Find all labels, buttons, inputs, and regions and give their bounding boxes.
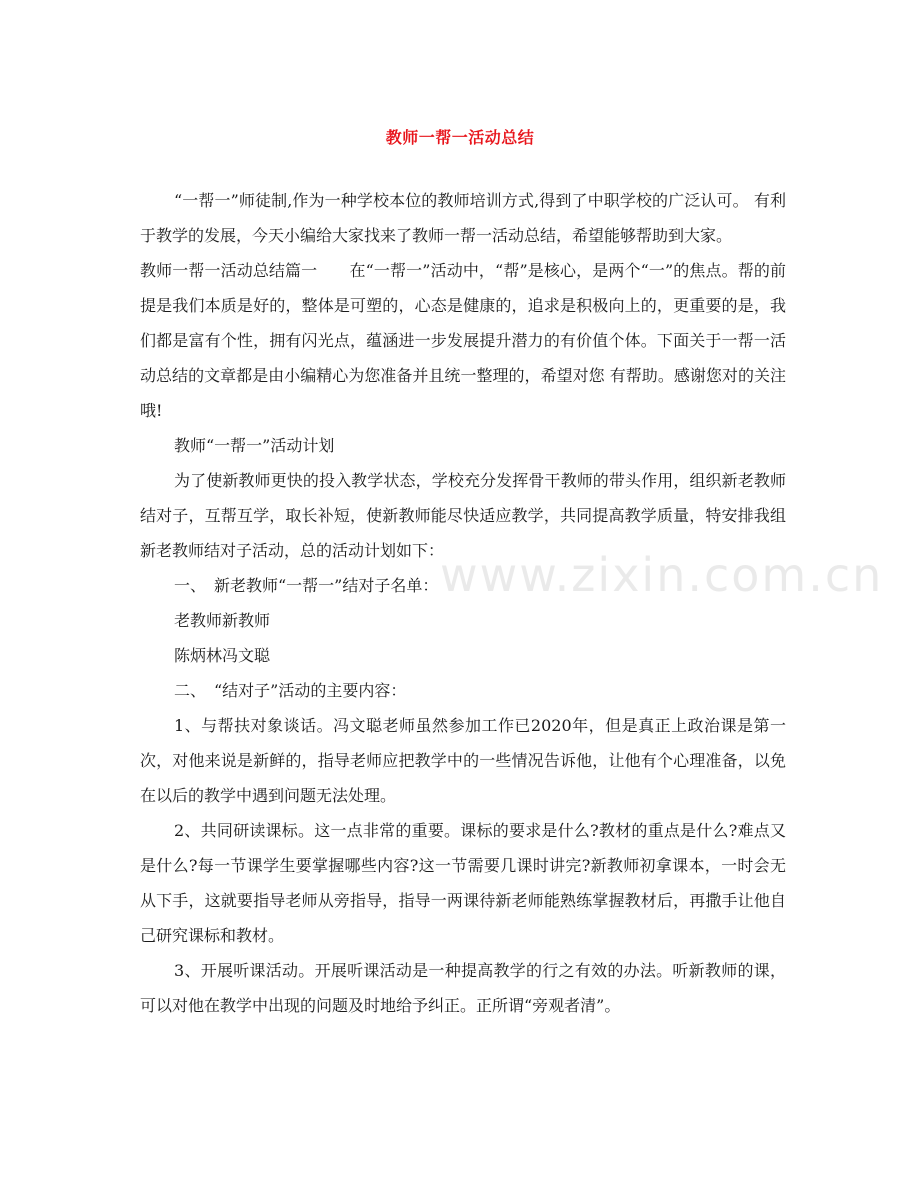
paragraph-section-one: 教师一帮一活动总结篇一 在“一帮一”活动中，“帮”是核心，是两个“一”的焦点。帮的前提是我们本质是好的，整体是可塑的，心态是健康的，追求是积极向上的，更重要的是，我们都是富有个性，拥有闪光点，蕴涵进一步发展提升潜力的有价值个体。下面关于一帮一活动总结的文章都是由小编精心为您准备并且统一整理的，希望对您 有帮助。感谢您对的关注哦! — [140, 261, 786, 420]
paragraph-pair-list-heading: 一、 新老教师“一帮一”结对子名单： — [174, 576, 439, 595]
paragraph-intro: “一帮一”师徒制,作为一种学校本位的教师培训方式,得到了中职学校的广泛认可。 有利于教学的发展，今天小编给大家找来了教师一帮一活动总结，希望能够帮助到大家。 — [140, 191, 786, 245]
paragraph-plan-purpose: 为了使新教师更快的投入教学状态，学校充分发挥骨干教师的带头作用，组织新老教师结对子，互帮互学，取长补短，使新教师能尽快适应教学，共同提高教学质量，特安排我组新老教师结对子活动，总的活动计划如下： — [140, 471, 786, 560]
watermark-text: www.zixin.com.cn — [440, 548, 884, 602]
paragraph-item-3: 3、开展听课活动。开展听课活动是一种提高教学的行之有效的办法。听新教师的课，可以对他在教学中出现的问题及时地给予纠正。正所谓“旁观者清”。 — [140, 961, 786, 1015]
paragraph-item-1: 1、与帮扶对象谈话。冯文聪老师虽然参加工作已2020年，但是真正上政治课是第一次，对他来说是新鲜的，指导老师应把教学中的一些情况告诉他，让他有个心理准备，以免在以后的教学中遇到问题无法处理。 — [140, 716, 786, 805]
paragraph-plan-heading: 教师“一帮一”活动计划 — [174, 436, 335, 455]
paragraph-pair-names: 陈炳林冯文聪 — [174, 646, 271, 665]
paragraph-pair-columns: 老教师新教师 — [174, 611, 271, 630]
document-body — [140, 183, 786, 1023]
document-title: 教师一帮一活动总结 — [385, 128, 535, 147]
paragraph-item-2: 2、共同研读课标。这一点非常的重要。课标的要求是什么?教材的重点是什么?难点又是什么?每一节课学生要掌握哪些内容?这一节需要几课时讲完?新教师初拿课本，一时会无从下手，这就要指导老师从旁指导，指导一两课待新老师能熟练掌握教材后，再撒手让他自己研究课标和教材。 — [140, 821, 786, 945]
paragraph-content-heading: 二、 “结对子”活动的主要内容： — [174, 681, 407, 700]
